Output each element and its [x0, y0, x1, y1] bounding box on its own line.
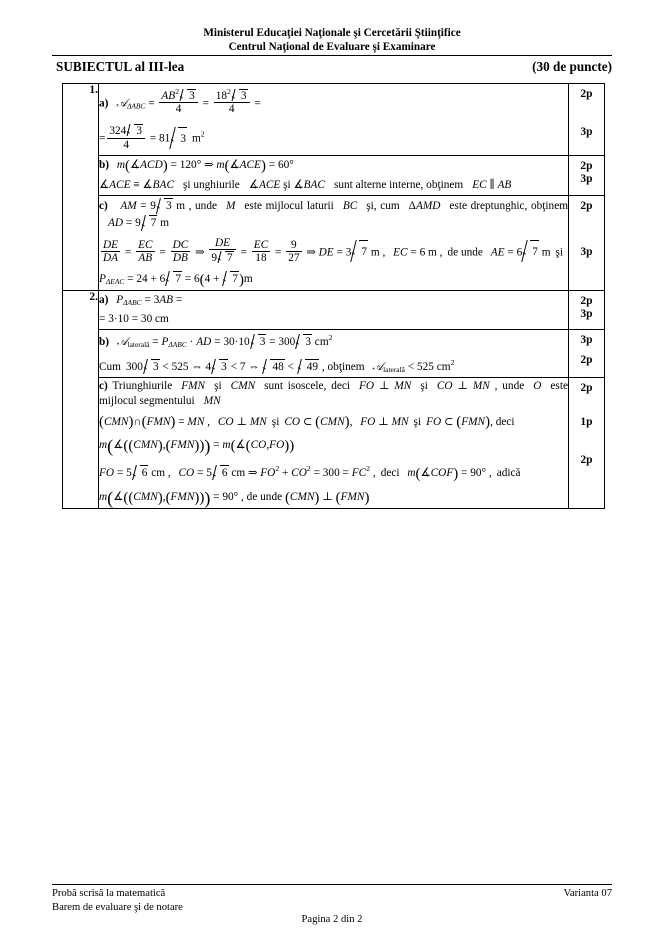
points-value: 3p	[580, 245, 593, 258]
footer-left-line2: Barem de evaluare şi de notare	[52, 901, 183, 913]
table-row	[63, 329, 605, 377]
table-row	[63, 195, 605, 290]
points-cell-1a-1	[569, 84, 605, 156]
solution-cell-2b: b) 𝒜$_{laterală}$ = $P_{\Delta ABC}$ · AD = 30·10 3 = 300 3 $cm^2$ Cum 300 3 < 525 ⇔ 4 3 < 7 ⇔ 48 < 49 , obţinem 𝒜$_{laterală}$ < 525 $cm^2$	[99, 329, 569, 377]
table-row	[63, 84, 605, 156]
part-label: c)	[99, 379, 108, 392]
points-value: 3p	[580, 307, 593, 320]
points-cell-2a	[569, 290, 605, 329]
solution-cell-2a: a) $P_{\Delta ABC} = 3AB$ = = 3·10 = 30 cm	[99, 290, 569, 329]
subject-title: SUBIECTUL al III-lea	[56, 59, 185, 74]
points-value: 2p	[580, 453, 593, 466]
points-cell-1c	[569, 195, 605, 290]
table-row	[63, 290, 605, 329]
points-value: 3p	[580, 172, 593, 185]
points-value: 2p	[580, 353, 593, 366]
points-value: 2p	[580, 381, 593, 394]
footer-variant: Varianta 07	[563, 888, 612, 899]
footer-page-number: Pagina 2 din 2	[301, 914, 363, 925]
subject-points: (30 de puncte)	[532, 59, 612, 74]
grading-table	[62, 83, 605, 509]
problem-number: 2.	[63, 290, 99, 508]
points-value: 1p	[580, 415, 593, 428]
table-row	[63, 155, 605, 195]
points-value: 3p	[580, 126, 593, 138]
footer-left	[52, 887, 183, 914]
points-value: 2p	[580, 159, 593, 172]
points-value: 2p	[580, 294, 593, 307]
part-label: c)	[99, 199, 108, 212]
document-header	[52, 27, 612, 54]
table-row	[63, 377, 605, 508]
part-label: a)	[99, 97, 109, 110]
subject-bar	[52, 59, 612, 77]
solution-cell-2c: c) Triunghiurile FMN şi CMN sunt isoscele, deci FO ⊥ MN şi CO ⊥ MN , unde O este mijlocul segmentului MN (CMN)∩(FMN) = MN , CO ⊥ MN şi CO ⊂ (CMN), FO ⊥ MN şi FO ⊂ (FMN), deci m(∡((CMN),(FMN))) = m(∡(CO,FO)) FO = 5 6 cm , CO = 5 6 cm ⇒ $FO^2 + CO^2 = 300 = FC^2$ , deci m(∡COF) = 90° , adică m(∡((CMN),(FMN))) = 90° , de unde (CMN) ⊥ (FMN)	[99, 377, 569, 508]
solution-cell-1b: b) m(∡ACD) = 120° ⇒ m(∡ACE) = 60° ∡ACE ≡ ∡BAC şi unghiurile ∡ACE şi ∡BAC sunt alterne interne, obţinem EC ∥ AB	[99, 155, 569, 195]
solution-cell-1a: a) 𝒜$_{\Delta ABC}$ = $\frac{AB^2 3}{4}$ = $\frac{18^2 3}{4}$ = = $\frac{324 3}{4}$ = 81 3 $m^2$	[99, 84, 569, 156]
points-value: 2p	[580, 88, 593, 100]
problem-number: 1.	[63, 84, 99, 291]
center-line: Centrul Naţional de Evaluare şi Examinare	[228, 40, 436, 53]
part-label: b)	[99, 335, 110, 348]
points-value: 3p	[580, 333, 593, 346]
points-value: 2p	[580, 199, 593, 212]
points-cell-1b	[569, 155, 605, 195]
solution-cell-1c: c) AM = 9 3 m , unde M este mijlocul laturii BC şi, cum ΔAMD este dreptunghic, obţinemAD = 9 7 m $\frac{DE}{DA}$ = $\frac{EC}{AB}$ = $\frac{DC}{DB}$ ⇒ $\frac{DE}{9 7}$ = $\frac{EC}{18}$ = $\frac{9}{27}$ ⇒ DE = 3 7 m , EC = 6 m , de unde AE = 6 7 m şi $P_{\Delta EAC} = 24 + 6$ 7 = 6(4 + 7)m	[99, 195, 569, 290]
points-cell-2c	[569, 377, 605, 508]
part-label: a)	[99, 293, 109, 306]
points-cell-2b	[569, 329, 605, 377]
footer-left-line1: Probă scrisă la matematică	[52, 888, 166, 899]
ministry-line: Ministerul Educaţiei Naţionale şi Cercetării Ştiinţifice	[203, 27, 461, 39]
part-label: b)	[99, 158, 110, 171]
footer-divider	[52, 884, 612, 885]
header-divider	[52, 55, 612, 56]
